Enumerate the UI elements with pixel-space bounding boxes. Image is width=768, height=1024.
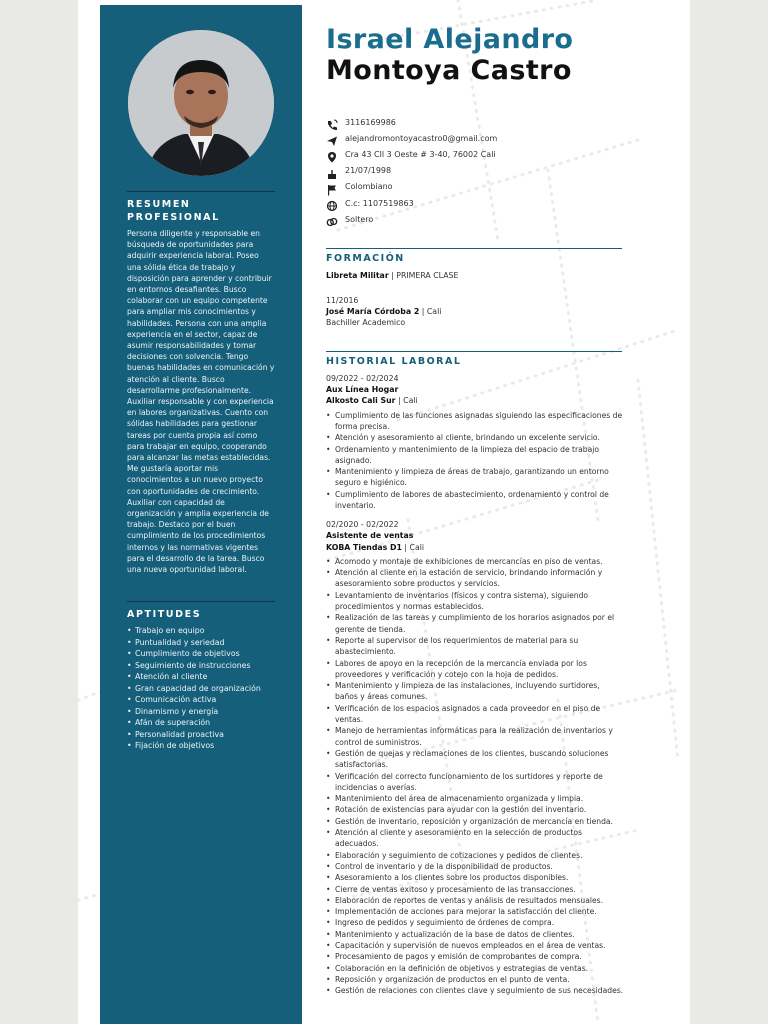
skill-item: • Atención al cliente	[127, 671, 275, 683]
education-title: FORMACIÓN	[326, 253, 405, 264]
job-role: Asistente de ventas	[326, 531, 414, 541]
job-dates: 02/2020 - 02/2022	[326, 520, 399, 530]
contact-value: 21/07/1998	[345, 166, 392, 176]
skill-item: • Personalidad proactiva	[127, 729, 275, 741]
degree: Bachiller Academico	[326, 318, 406, 328]
divider	[326, 351, 622, 352]
resume-page	[78, 0, 690, 1024]
skill-item: • Comunicación activa	[127, 694, 275, 706]
sidebar	[100, 5, 302, 1024]
skills-list	[127, 625, 275, 752]
contact-row	[326, 163, 626, 179]
duty-item: • Reposición y organización de productos en el punto de venta.	[326, 974, 624, 985]
job-entry	[326, 373, 624, 511]
duty-item: • Elaboración de reportes de ventas y análisis de resultados mensuales.	[326, 895, 624, 906]
duty-item: • Control de inventario y de la disponibilidad de productos.	[326, 861, 624, 872]
duty-item: • Colaboración en la definición de objetivos y estrategias de ventas.	[326, 963, 624, 974]
contact-row	[326, 211, 626, 227]
duty-item: • Verificación del correcto funcionamiento de los surtidores y reporte de incidencias o averías.	[326, 771, 624, 794]
skill-item: • Seguimiento de instrucciones	[127, 660, 275, 672]
duty-item: • Atención al cliente en la estación de servicio, brindando información y asesoramiento sobre productos y servicios.	[326, 567, 624, 590]
profile-photo	[128, 30, 274, 176]
name-second-line: Montoya Castro	[326, 55, 572, 86]
school-name: José María Córdoba 2	[326, 307, 420, 317]
divider	[127, 191, 275, 192]
divider	[127, 601, 275, 602]
summary-section	[127, 191, 275, 575]
contact-value: Cra 43 Cll 3 Oeste # 3-40, 76002 Cali	[345, 149, 496, 159]
duty-item: • Implementación de acciones para mejorar la satisfacción del cliente.	[326, 906, 624, 917]
school-city: | Cali	[419, 307, 442, 317]
name-first-line: Israel Alejandro	[326, 24, 574, 55]
skill-item: • Cumplimiento de objetivos	[127, 648, 275, 660]
education-item	[326, 270, 626, 281]
duty-item: • Mantenimiento del área de almacenamiento organizada y limpia.	[326, 793, 624, 804]
contact-row	[326, 195, 626, 211]
job-city: | Cali	[401, 542, 425, 552]
skills-section	[127, 601, 275, 752]
divider	[326, 248, 622, 249]
work-history-list	[326, 373, 624, 1004]
job-company: KOBA Tiendas D1	[326, 542, 402, 552]
contact-row	[326, 179, 626, 195]
location-pin-icon	[326, 148, 338, 160]
education-item	[326, 295, 626, 329]
job-role: Aux Línea Hogar	[326, 385, 399, 395]
education-date: 11/2016	[326, 296, 359, 305]
education-item-detail: | PRIMERA CLASE	[388, 271, 459, 280]
skills-title: APTITUDES	[127, 609, 202, 620]
skill-item: • Afán de superación	[127, 717, 275, 729]
birthday-cake-icon	[326, 165, 338, 177]
flag-icon	[326, 181, 338, 193]
duty-item: • Realización de las tareas y cumplimiento de los horarios asignados por el gerente de tienda.	[326, 612, 624, 635]
job-duties	[326, 410, 624, 512]
education-item-title: Libreta Militar	[326, 271, 389, 280]
skill-item: • Dinamismo y energía	[127, 706, 275, 718]
contact-row	[326, 146, 626, 162]
skill-item: • Fijación de objetivos	[127, 740, 275, 752]
contact-info	[326, 114, 626, 227]
contact-row	[326, 130, 626, 146]
duty-item: • Cierre de ventas exitoso y procesamiento de las transacciones.	[326, 884, 624, 895]
duty-item: • Atención al cliente y asesoramiento en la selección de productos adecuados.	[326, 827, 624, 850]
duty-item: • Mantenimiento y limpieza de las instalaciones, incluyendo surtidores, baños y áreas comunes.	[326, 680, 624, 703]
summary-text: Persona diligente y responsable en búsqueda de oportunidades para adquirir experiencia laboral. Poseo una sólida ética de trabajo y disposición para aprender y contribuir en entornos desafiantes. Busco colaborar con un equipo competente para ampliar mis conocimientos y habilidades. Persona con una amplia experiencia en el sector, capaz de asumir responsabilidades y tomar decisiones con solvencia. Tengo buenas habilidades en comunicación y atención al cliente. Busco desarrollarme profesionalmente. Auxiliar responsable y con experiencia en labores organizativas. Cuento con sólidas habilidades para gestionar tareas por cuenta propia así como para trabajar en equipo, cooperando para alcanzar las metas establecidas. Me gustaría aportar mis conocimientos a un nuevo proyecto con oportunidades de crecimiento. Auxiliar con capacidad de organización y amplia experiencia de trabajo. Destaco por el buen cumplimiento de los procedimientos internos y las normativas vigentes para el desarrollo de la tarea. Busco una nueva oportunidad laboral.	[127, 229, 275, 575]
duty-item: • Verificación de los espacios asignados a cada proveedor en el piso de ventas.	[326, 703, 624, 726]
duty-item: • Rotación de existencias para ayudar con la gestión del inventario.	[326, 804, 624, 815]
duty-item: • Elaboración y seguimiento de cotizaciones y pedidos de clientes.	[326, 850, 624, 861]
contact-value: Soltero	[345, 214, 374, 224]
contact-value: C.c: 1107519863	[345, 198, 414, 208]
duty-item: • Gestión de quejas y reclamaciones de los clientes, buscando soluciones satisfactorias.	[326, 748, 624, 771]
contact-row	[326, 114, 626, 130]
contact-value: alejandromontoyacastro0@gmail.com	[345, 133, 498, 143]
skill-item: • Puntualidad y seriedad	[127, 637, 275, 649]
job-entry	[326, 519, 624, 996]
duty-item: • Gestión de relaciones con clientes clave y seguimiento de sus necesidades.	[326, 985, 624, 996]
contact-value: 3116169986	[345, 117, 396, 127]
duty-item: • Reporte al supervisor de los requerimientos de material para su abastecimiento.	[326, 635, 624, 658]
phone-icon	[326, 116, 338, 128]
duty-item: • Atención y asesoramiento al cliente, brindando un excelente servicio.	[326, 432, 624, 443]
duty-item: • Levantamiento de inventarios (físicos y contra sistema), siguiendo procedimientos y normas establecidos.	[326, 590, 624, 613]
job-dates: 09/2022 - 02/2024	[326, 374, 399, 383]
summary-title: RESUMEN PROFESIONAL	[127, 199, 220, 223]
duty-item: • Ingreso de pedidos y seguimiento de órdenes de compra.	[326, 917, 624, 928]
duty-item: • Asesoramiento a los clientes sobre los productos disponibles.	[326, 872, 624, 883]
send-icon	[326, 132, 338, 144]
work-history-title: HISTORIAL LABORAL	[326, 356, 462, 367]
contact-value: Colombiano	[345, 182, 393, 192]
job-city: | Cali	[395, 396, 418, 406]
skill-item: • Trabajo en equipo	[127, 625, 275, 637]
duty-item: • Capacitación y supervisión de nuevos empleados en el área de ventas.	[326, 940, 624, 951]
duty-item: • Labores de apoyo en la recepción de la mercancía enviada por los proveedores y verificación y cotejo con la hoja de pedidos.	[326, 658, 624, 681]
duty-item: • Gestión de inventario, reposición y organización de mercancía en tienda.	[326, 816, 624, 827]
duty-item: • Mantenimiento y actualización de la base de datos de clientes.	[326, 929, 624, 940]
duty-item: • Manejo de herramientas informáticas para la realización de inventarios y control de suministros.	[326, 725, 624, 748]
rings-icon	[326, 213, 338, 225]
duty-item: • Cumplimiento de las funciones asignadas siguiendo las especificaciones de forma precisa.	[326, 410, 624, 433]
skill-item: • Gran capacidad de organización	[127, 683, 275, 695]
duty-item: • Acomodo y montaje de exhibiciones de mercancías en piso de ventas.	[326, 556, 624, 567]
job-company: Alkosto Cali Sur	[326, 396, 396, 406]
job-duties	[326, 556, 624, 997]
duty-item: • Ordenamiento y mantenimiento de la limpieza del espacio de trabajo asignado.	[326, 444, 624, 467]
duty-item: • Procesamiento de pagos y emisión de comprobantes de compra.	[326, 951, 624, 962]
duty-item: • Cumplimiento de labores de abastecimiento, ordenamiento y control de inventario.	[326, 489, 624, 512]
globe-icon	[326, 197, 338, 209]
duty-item: • Mantenimiento y limpieza de áreas de trabajo, garantizando un entorno seguro e higiénico.	[326, 466, 624, 489]
